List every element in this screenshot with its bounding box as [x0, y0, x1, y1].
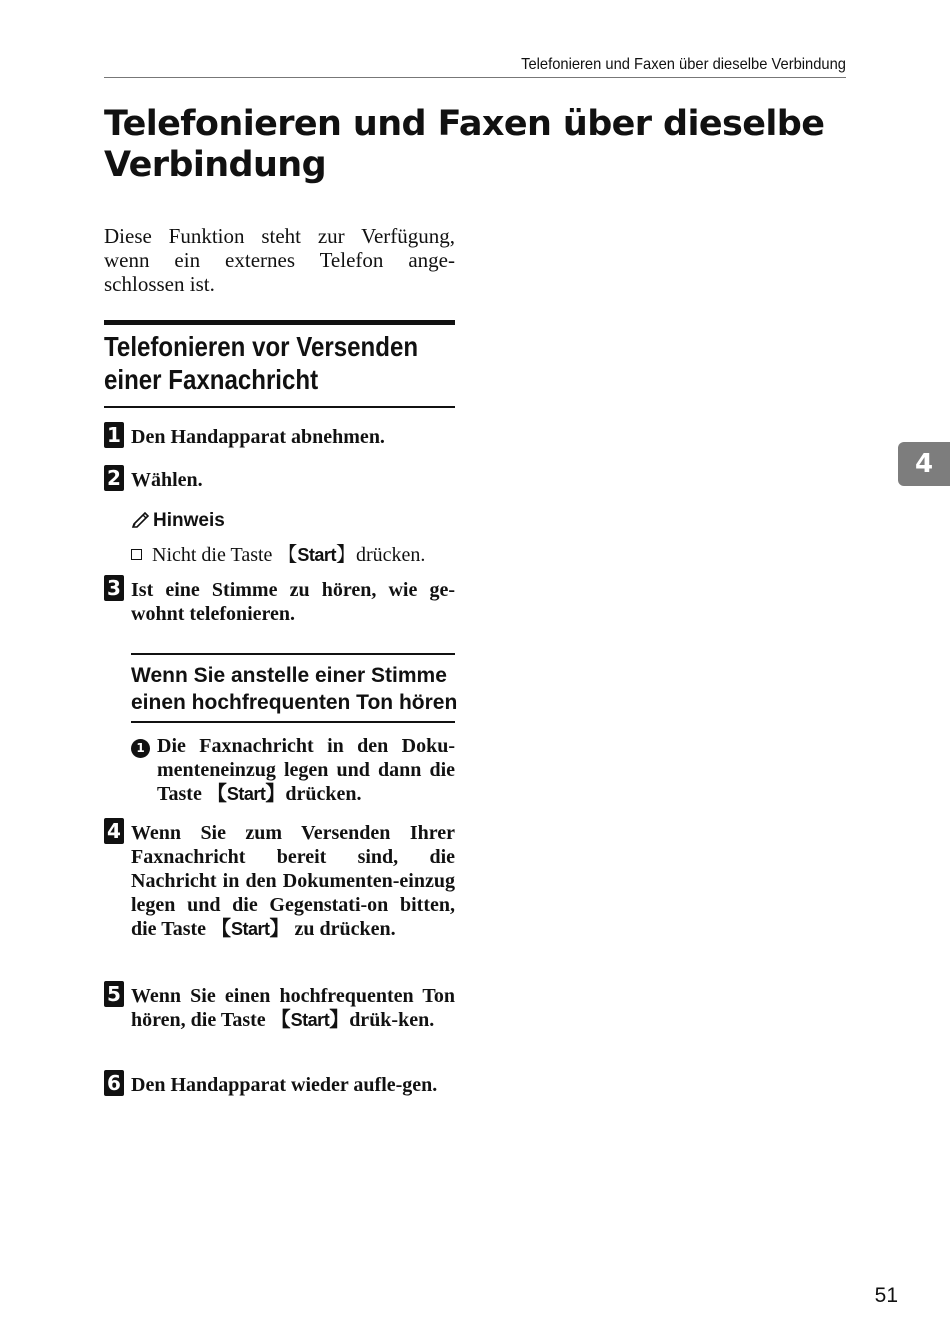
step-text-after: drük-ken. [349, 1009, 435, 1031]
note-item-text-after: drücken. [355, 544, 426, 566]
subsection-bottom-rule [131, 721, 455, 723]
step-number-badge: 6 [104, 1070, 124, 1096]
step-text: Wählen. [131, 469, 203, 491]
chapter-tab: 4 [898, 442, 950, 486]
running-head: Telefonieren und Faxen über dieselbe Verbindung [521, 56, 846, 73]
step-number-badge: 2 [104, 465, 124, 491]
page-number: 51 [874, 1284, 898, 1307]
start-key: 【Start】 [277, 544, 356, 566]
step-text: Wenn Sie einen hochfrequenten Ton hören, die Taste 【Start】drük-ken. [131, 985, 455, 1031]
step-number-badge: 1 [104, 422, 124, 448]
page-title [104, 104, 864, 186]
section-bottom-rule [104, 406, 455, 408]
note-item [131, 538, 461, 567]
subsection-title-line-1: Wenn Sie anstelle einer Stimme [131, 664, 447, 687]
substep-text-after: drücken. [285, 783, 362, 805]
page-title-line-2: Verbindung [104, 145, 327, 185]
step-text: Den Handapparat wieder aufle-gen. [131, 1074, 438, 1096]
substep-text: Die Faxnachricht in den Doku-menteneinzug legen und dann die Taste 【Start】drücken. [157, 735, 455, 805]
section-top-rule [104, 320, 455, 325]
section-title-line-1: Telefonieren vor Versenden [104, 331, 419, 362]
start-key-label: Start [231, 919, 270, 939]
substep-text-before: Die Faxnachricht in den Doku-menteneinzug legen und dann die Taste [157, 735, 455, 805]
step-text: Den Handapparat abnehmen. [131, 426, 385, 448]
step-text-before: Wenn Sie einen hochfrequenten Ton hören, die Taste [131, 985, 455, 1031]
start-key-label: Start [226, 784, 266, 804]
circled-number-badge: 1 [131, 739, 150, 758]
section-title-line-2: einer Faxnachricht [104, 364, 319, 395]
intro-paragraph: Diese Funktion steht zur Verfügung, wenn ein externes Telefon ange-schlossen ist. [104, 224, 455, 296]
step-text: Ist eine Stimme zu hören, wie ge-wohnt telefonieren. [131, 579, 455, 625]
step-text-after: zu drücken. [294, 918, 396, 940]
checkbox-bullet-icon [131, 549, 142, 560]
start-key-label: Start [297, 545, 336, 565]
note-heading [131, 510, 225, 534]
step-number-badge: 5 [104, 981, 124, 1007]
step-text-before: Wenn Sie zum Versenden Ihrer Faxnachricht bereit sind, die Nachricht in den Dokumenten-einzug legen und die Gegenstati-on bitten, die Taste [131, 822, 455, 940]
section-title [104, 330, 419, 396]
subsection-title-line-2: einen hochfrequenten Ton hören [131, 691, 458, 714]
note-item-text-before: Nicht die Taste [152, 544, 273, 566]
header-divider [104, 77, 846, 78]
subsection-top-rule [131, 653, 455, 655]
step-number-badge: 4 [104, 818, 124, 844]
subsection-title [131, 662, 461, 716]
step-number-badge: 3 [104, 575, 124, 601]
pencil-icon [131, 510, 153, 534]
start-key-label: Start [290, 1010, 330, 1030]
page-title-line-1: Telefonieren und Faxen über dieselbe [104, 104, 825, 144]
step-text: Wenn Sie zum Versenden Ihrer Faxnachricht bereit sind, die Nachricht in den Dokumenten-einzug legen und die Gegenstati-on bitten, die Taste 【Start】 zu drücken. [131, 822, 455, 940]
note-heading-label: Hinweis [153, 510, 225, 531]
